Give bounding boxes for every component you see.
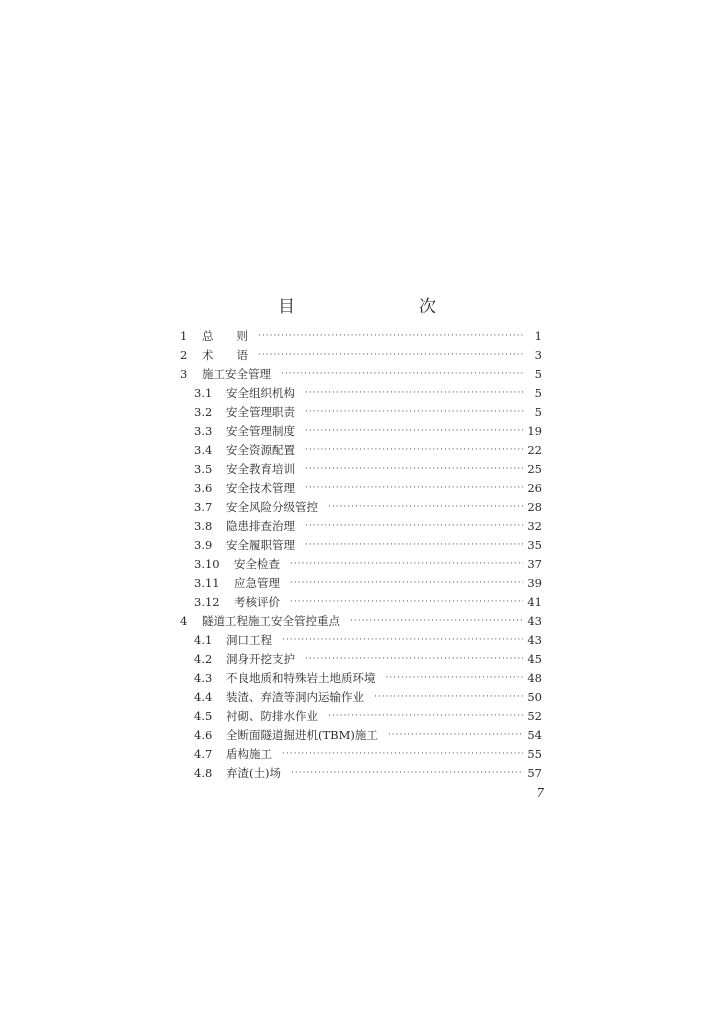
toc-entry-page: 25 xyxy=(527,462,542,476)
page-number: 7 xyxy=(536,786,544,800)
toc-entry-page: 3 xyxy=(534,348,542,362)
toc-entry-label: 隧道工程施工安全管控重点 xyxy=(202,614,340,628)
toc-entry-page: 5 xyxy=(534,405,542,419)
toc-dot-leader xyxy=(252,327,524,346)
toc-entry-label: 盾构施工 xyxy=(226,747,272,761)
toc-dot-leader xyxy=(276,745,523,764)
toc-entry-page: 41 xyxy=(527,595,542,609)
toc-title: 目 次 xyxy=(278,297,466,317)
toc-entry-page: 54 xyxy=(527,728,542,742)
toc-entry-page: 1 xyxy=(534,329,542,343)
toc-entry[interactable] xyxy=(180,346,542,365)
toc-entry-number: 4.1 xyxy=(194,633,213,647)
toc-entry-page: 43 xyxy=(527,614,542,628)
toc-dot-leader xyxy=(322,707,523,726)
toc-entry-page: 22 xyxy=(527,443,542,457)
toc-entry-page: 19 xyxy=(527,424,542,438)
toc-entry-label: 安全技术管理 xyxy=(226,481,295,495)
toc-entry[interactable] xyxy=(180,517,542,536)
toc-dot-leader xyxy=(284,574,523,593)
toc-entry[interactable] xyxy=(180,726,542,745)
toc-entry-number: 1 xyxy=(180,329,188,343)
toc-entry[interactable] xyxy=(180,403,542,422)
toc-dot-leader xyxy=(299,650,523,669)
toc-entry-label: 安全管理制度 xyxy=(226,424,295,438)
toc-entry-number: 3.8 xyxy=(194,519,213,533)
toc-entry-number: 2 xyxy=(180,348,188,362)
toc-entry-number: 4 xyxy=(180,614,188,628)
toc-entry-page: 35 xyxy=(527,538,542,552)
toc-entry[interactable] xyxy=(180,555,542,574)
toc-entry-number: 3.10 xyxy=(194,557,220,571)
toc-entry-page: 32 xyxy=(527,519,542,533)
toc-entry-number: 3.4 xyxy=(194,443,213,457)
toc-entry-number: 3.7 xyxy=(194,500,213,514)
toc-dot-leader xyxy=(275,365,524,384)
toc-entry[interactable] xyxy=(180,688,542,707)
toc-entry-number: 3.12 xyxy=(194,595,220,609)
toc-entry[interactable] xyxy=(180,422,542,441)
toc-entry-number: 3.1 xyxy=(194,386,213,400)
toc-entry-page: 52 xyxy=(527,709,542,723)
toc-dot-leader xyxy=(380,669,524,688)
toc-entry[interactable] xyxy=(180,460,542,479)
toc-entry-number: 4.6 xyxy=(194,728,213,742)
toc-entry-page: 55 xyxy=(527,747,542,761)
toc-entry-label: 不良地质和特殊岩土地质环境 xyxy=(226,671,376,685)
toc-entry-label: 总 则 xyxy=(202,329,248,343)
toc-entry-label: 弃渣(土)场 xyxy=(226,766,281,780)
toc-entry-number: 3.11 xyxy=(194,576,220,590)
toc-dot-leader xyxy=(299,441,523,460)
toc-entry-number: 3.6 xyxy=(194,481,213,495)
toc-entry[interactable] xyxy=(180,631,542,650)
toc-dot-leader xyxy=(299,384,524,403)
toc-dot-leader xyxy=(299,479,523,498)
toc-entry-page: 43 xyxy=(527,633,542,647)
toc-entry[interactable] xyxy=(180,327,542,346)
toc-entry[interactable] xyxy=(180,707,542,726)
table-of-contents xyxy=(180,327,542,783)
toc-entry-number: 3.2 xyxy=(194,405,213,419)
toc-entry[interactable] xyxy=(180,365,542,384)
toc-dot-leader xyxy=(284,555,523,574)
toc-entry-label: 洞身开挖支护 xyxy=(226,652,295,666)
toc-entry-number: 3.3 xyxy=(194,424,213,438)
toc-dot-leader xyxy=(322,498,523,517)
toc-entry[interactable] xyxy=(180,764,542,783)
toc-entry[interactable] xyxy=(180,479,542,498)
toc-entry-label: 术 语 xyxy=(202,348,248,362)
toc-entry-label: 全断面隧道掘进机(TBM)施工 xyxy=(226,728,378,742)
toc-dot-leader xyxy=(285,764,523,783)
toc-entry-page: 39 xyxy=(527,576,542,590)
toc-entry-page: 26 xyxy=(527,481,542,495)
toc-dot-leader xyxy=(299,403,524,422)
toc-entry[interactable] xyxy=(180,574,542,593)
toc-dot-leader xyxy=(299,536,523,555)
toc-entry[interactable] xyxy=(180,536,542,555)
toc-entry-label: 安全教育培训 xyxy=(226,462,295,476)
toc-entry-number: 3.9 xyxy=(194,538,213,552)
toc-entry-page: 57 xyxy=(527,766,542,780)
toc-dot-leader xyxy=(284,593,523,612)
toc-entry-number: 3 xyxy=(180,367,188,381)
toc-entry-number: 4.4 xyxy=(194,690,213,704)
toc-entry-page: 5 xyxy=(534,367,542,381)
toc-entry-page: 28 xyxy=(527,500,542,514)
toc-entry-page: 37 xyxy=(527,557,542,571)
toc-dot-leader xyxy=(344,612,523,631)
toc-entry[interactable] xyxy=(180,384,542,403)
toc-entry-number: 4.2 xyxy=(194,652,213,666)
toc-entry-number: 4.5 xyxy=(194,709,213,723)
toc-entry-label: 装渣、弃渣等洞内运输作业 xyxy=(226,690,364,704)
toc-entry-page: 45 xyxy=(527,652,542,666)
toc-entry[interactable] xyxy=(180,593,542,612)
toc-dot-leader xyxy=(299,460,523,479)
toc-entry-label: 安全资源配置 xyxy=(226,443,295,457)
toc-entry[interactable] xyxy=(180,745,542,764)
toc-entry-page: 5 xyxy=(534,386,542,400)
toc-entry-label: 安全履职管理 xyxy=(226,538,295,552)
toc-entry[interactable] xyxy=(180,650,542,669)
toc-entry-page: 48 xyxy=(527,671,542,685)
toc-entry-label: 施工安全管理 xyxy=(202,367,271,381)
toc-entry-label: 应急管理 xyxy=(234,576,280,590)
toc-entry-number: 4.3 xyxy=(194,671,213,685)
toc-entry-page: 50 xyxy=(527,690,542,704)
toc-entry-label: 安全组织机构 xyxy=(226,386,295,400)
toc-entry[interactable] xyxy=(180,612,542,631)
toc-entry-label: 隐患排查治理 xyxy=(226,519,295,533)
toc-dot-leader xyxy=(382,726,523,745)
toc-entry-label: 安全风险分级管控 xyxy=(226,500,318,514)
toc-dot-leader xyxy=(276,631,523,650)
toc-entry-label: 安全检查 xyxy=(234,557,280,571)
toc-entry-label: 衬砌、防排水作业 xyxy=(226,709,318,723)
toc-dot-leader xyxy=(252,346,524,365)
toc-entry-number: 4.7 xyxy=(194,747,213,761)
toc-entry[interactable] xyxy=(180,669,542,688)
toc-dot-leader xyxy=(368,688,523,707)
toc-entry-label: 安全管理职责 xyxy=(226,405,295,419)
toc-entry-label: 洞口工程 xyxy=(226,633,272,647)
toc-dot-leader xyxy=(299,422,523,441)
toc-entry[interactable] xyxy=(180,498,542,517)
toc-entry-label: 考核评价 xyxy=(234,595,280,609)
toc-entry-number: 4.8 xyxy=(194,766,213,780)
toc-entry-number: 3.5 xyxy=(194,462,213,476)
toc-dot-leader xyxy=(299,517,523,536)
toc-entry[interactable] xyxy=(180,441,542,460)
